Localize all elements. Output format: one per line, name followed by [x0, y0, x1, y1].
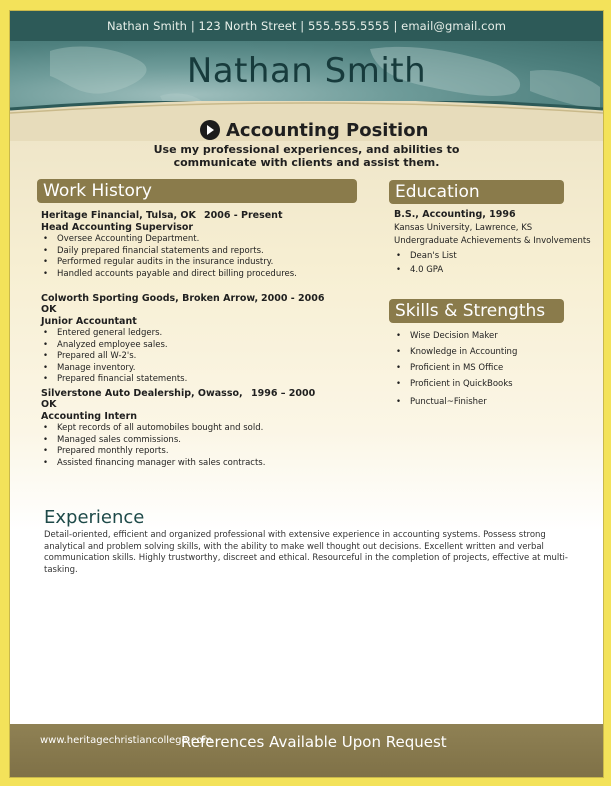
job-duties [41, 423, 361, 469]
job-company: Heritage Financial, Tulsa, OK [41, 210, 196, 221]
references-note: References Available Upon Request [181, 733, 447, 751]
objective-title-text: Accounting Position [226, 119, 429, 141]
resume-page [9, 10, 604, 778]
job-duties [41, 328, 361, 386]
watermark-url[interactable]: www.heritagechristiancollege.com [40, 735, 213, 746]
job-dates: 1996 – 2000 [251, 388, 316, 399]
skills-list [394, 328, 594, 410]
list-item: • Handled accounts payable and direct billing procedures. [41, 269, 361, 281]
list-item: • Analyzed employee sales. [41, 340, 361, 352]
list-item: • Wise Decision Maker [394, 328, 594, 344]
list-item: • Punctual~Finisher [394, 394, 594, 410]
job-role: Junior Accountant [41, 316, 137, 327]
job-company: Colworth Sporting Goods, Broken Arrow, OK [41, 293, 259, 315]
job-duties [41, 234, 361, 280]
experience-title: Experience [44, 507, 145, 528]
list-item: • Assisted financing manager with sales contracts. [41, 458, 361, 470]
list-item: • Entered general ledgers. [41, 328, 361, 340]
list-item: • Kept records of all automobiles bought and sold. [41, 423, 361, 435]
list-item: • Prepared financial statements. [41, 374, 361, 386]
education-section [394, 209, 594, 277]
arrow-right-icon [200, 120, 220, 140]
list-item: • Prepared all W-2's. [41, 351, 361, 363]
objective-title [200, 118, 428, 142]
list-item: • Dean's List [394, 249, 594, 263]
education-degree: B.S., Accounting, 1996 [394, 209, 516, 220]
list-item: • Oversee Accounting Department. [41, 234, 361, 246]
job-entry [41, 210, 361, 280]
list-item: • Knowledge in Accounting [394, 344, 594, 360]
list-item: • Prepared monthly reports. [41, 446, 361, 458]
job-dates: 2006 - Present [204, 210, 283, 221]
candidate-name: Nathan Smith [186, 51, 427, 91]
list-item: • Managed sales commissions. [41, 435, 361, 447]
skills-header: Skills & Strengths [389, 299, 564, 323]
list-item: • Performed regular audits in the insurance industry. [41, 257, 361, 269]
work-history-header: Work History [37, 179, 357, 203]
job-entry [41, 293, 361, 386]
job-company: Silverstone Auto Dealership, Owasso, OK [41, 388, 243, 410]
education-achievements [394, 249, 594, 277]
education-school: Kansas University, Lawrence, KS [394, 223, 533, 233]
list-item: • Manage inventory. [41, 363, 361, 375]
job-role: Head Accounting Supervisor [41, 222, 194, 233]
list-item: • Daily prepared financial statements and reports. [41, 246, 361, 258]
education-achievements-heading: Undergraduate Achievements & Involvements [394, 236, 591, 246]
education-header: Education [389, 180, 564, 204]
skills-section [394, 327, 594, 410]
list-item: • Proficient in MS Office [394, 360, 594, 376]
objective-text: Use my professional experiences, and abilities to communicate with clients and assist them. [153, 143, 460, 169]
job-entry [41, 388, 361, 469]
job-role: Accounting Intern [41, 411, 138, 422]
contact-bar: Nathan Smith | 123 North Street | 555.555.5555 | email@gmail.com [10, 11, 603, 41]
experience-summary: Detail-oriented, efficient and organized professional with extensive experience in accounting systems. Possess strong analytical and problem solving skills, with the ability to make well thought out decisions. Excellent written and verbal communication skills. Highly trustworthy, discreet and ethical. Resourceful in the completion of projects, effective at multi-tasking. [44, 530, 568, 575]
list-item: • 4.0 GPA [394, 263, 594, 277]
list-item: • Proficient in QuickBooks [394, 376, 594, 392]
job-dates: 2000 - 2006 [261, 293, 325, 304]
